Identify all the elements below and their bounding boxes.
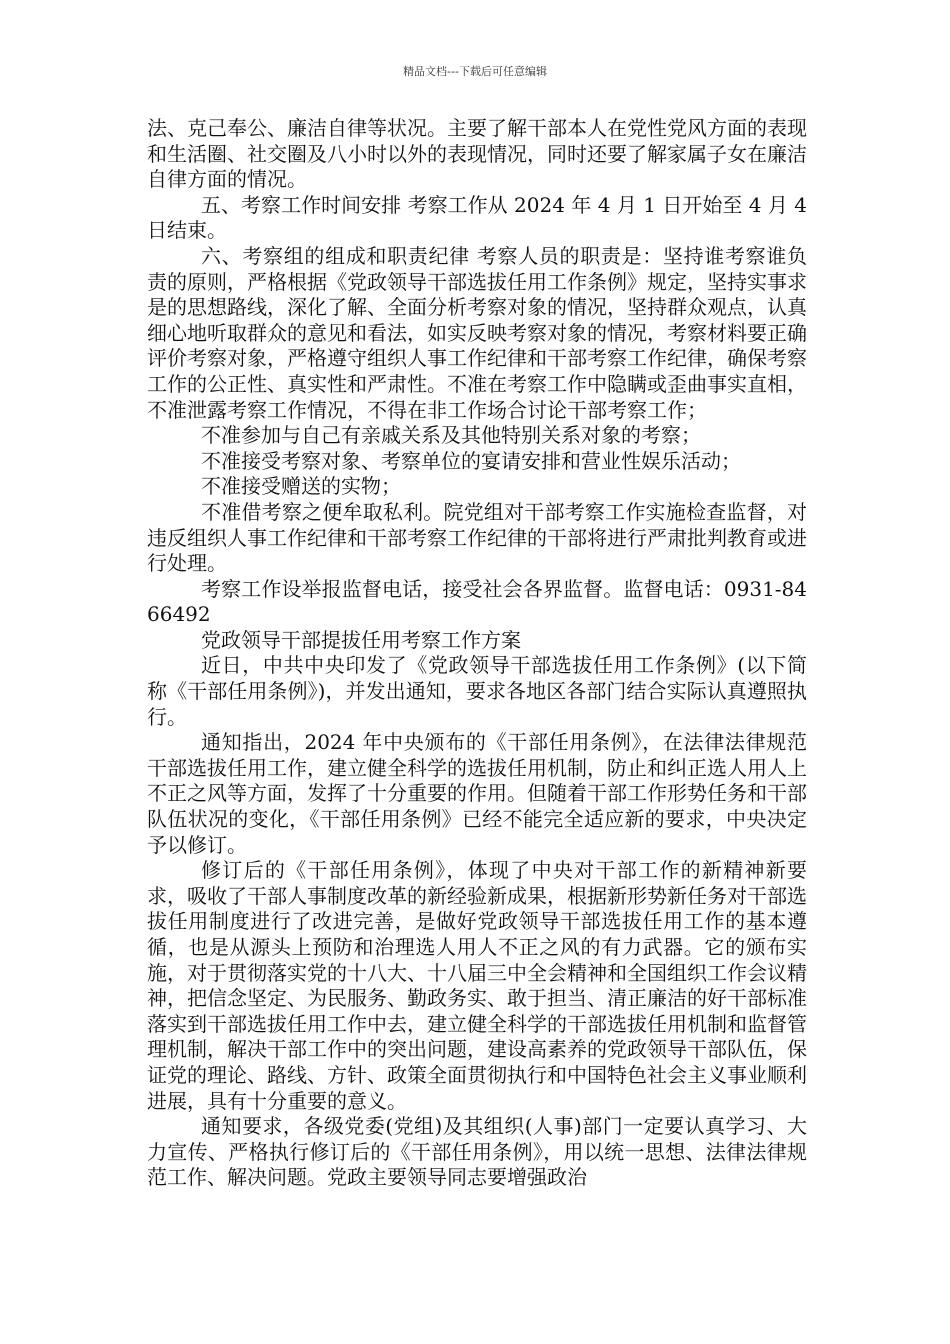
paragraph-hotline: 考察工作设举报监督电话，接受社会各界监督。监督电话：0931-8466492: [147, 576, 807, 627]
paragraph-rule-gifts: 不准接受赠送的实物；: [201, 474, 401, 499]
paragraph-intro: 近日，中共中央印发了《党政领导干部选拔任用工作条例》(以下简称《干部任用条例》)，并发出通知，要求各地区各部门结合实际认真遵照执行。: [147, 653, 807, 729]
paragraph-continuation: 法、克己奉公、廉洁自律等状况。主要了解干部本人在党性党风方面的表现和生活圈、社交圈及八小时以外的表现情况，同时还要了解家属子女在廉洁自律方面的情况。: [147, 116, 807, 192]
paragraph-notice: 通知指出，2024 年中央颁布的《干部任用条例》，在法律法律规范干部选拔任用工作，建立健全科学的选拔任用机制，防止和纠正选人用人上不正之风等方面，发挥了十分重要的作用。但随着干部工作形势任务和干部队伍状况的变化，《干部任用条例》已经不能完全适应新的要求，中央决定予以修订。: [147, 730, 807, 857]
paragraph-revision: 修订后的《干部任用条例》，体现了中央对干部工作的新精神新要求，吸收了干部人事制度改革的新经验新成果，根据新形势新任务对干部选拔任用制度进行了改进完善，是做好党政领导干部选拔任用工作的基本遵循，也是从源头上预防和治理选人用人不正之风的有力武器。它的颁布实施，对于贯彻落实党的十八大、十八届三中全会精神和全国组织工作会议精神，把信念坚定、为民服务、勤政务实、敢于担当、清正廉洁的好干部标准落实到干部选拔任用工作中去，建立健全科学的干部选拔任用机制和监督管理机制，解决干部工作中的突出问题，建设高素养的党政领导干部队伍，保证党的理论、路线、方针、政策全面贯彻执行和中国特色社会主义事业顺利进展，具有十分重要的意义。: [147, 858, 807, 1113]
paragraph-duties: 六、考察组的组成和职责纪律 考察人员的职责是：坚持谁考察谁负责的原则，严格根据《党政领导干部选拔任用工作条例》规定，坚持实事求是的思想路线，深化了解、全面分析考察对象的情况，坚持群众观点，认真细心地听取群众的意见和看法，如实反映考察对象的情况，考察材料要正确评价考察对象，严格遵守组织人事工作纪律和干部考察工作纪律，确保考察工作的公正性、真实性和严肃性。不准在考察工作中隐瞒或歪曲事实直相，不准泄露考察工作情况，不得在非工作场合讨论干部考察工作；: [147, 243, 807, 422]
paragraph-rule-private-gain: 不准借考察之便牟取私利。院党组对干部考察工作实施检查监督，对违反组织人事工作纪律和干部考察工作纪律的干部将进行严肃批判教育或进行处理。: [147, 499, 807, 576]
page-header: 精品文档---下载后可任意编辑: [403, 65, 547, 78]
paragraph-rule-banquets: 不准接受考察对象、考察单位的宴请安排和营业性娱乐活动；: [201, 448, 741, 473]
paragraph-rule-relatives: 不准参加与自己有亲戚关系及其他特别关系对象的考察；: [201, 423, 701, 448]
paragraph-schedule: 五、考察工作时间安排 考察工作从 2024 年 4 月 1 日开始至 4 月 4 日结束。: [147, 192, 807, 243]
section-title: 党政领导干部提拔任用考察工作方案: [201, 627, 521, 652]
document-body: [147, 116, 807, 1191]
paragraph-requirement: 通知要求，各级党委(党组)及其组织(人事)部门一定要认真学习、大力宣传、严格执行修订后的《干部任用条例》，用以统一思想、法律法律规范工作、解决问题。党政主要领导同志要增强政治: [147, 1114, 807, 1190]
